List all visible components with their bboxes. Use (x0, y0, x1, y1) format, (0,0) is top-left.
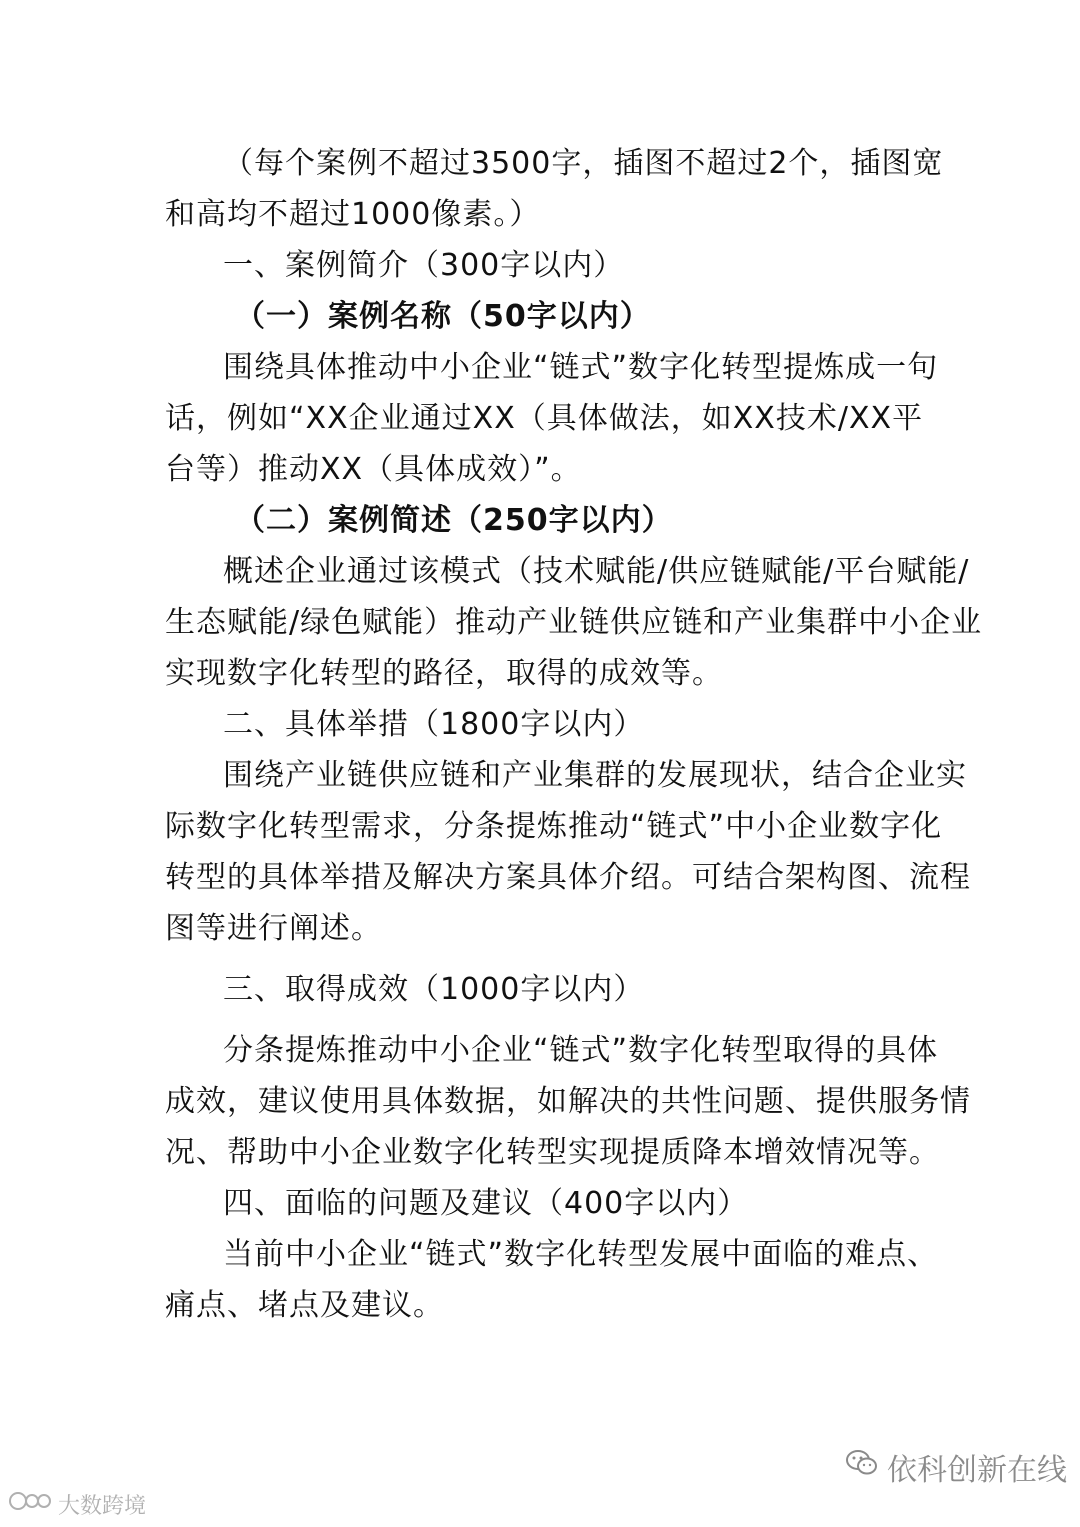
intro-line-1: （每个案例不超过3500字，插图不超过2个，插图宽 (223, 146, 944, 181)
source-watermark-text: 大数跨境 (58, 1493, 147, 1519)
section-heading-4: 四、面临的问题及建议（400字以内） (223, 1186, 749, 1221)
paragraph-3-line-4: 图等进行阐述。 (165, 911, 382, 946)
source-logo-icon (8, 1488, 52, 1520)
paragraph-3-line-3: 转型的具体举措及解决方案具体介绍。可结合架构图、流程 (165, 860, 971, 895)
paragraph-1-line-2: 话，例如“XX企业通过XX（具体做法，如XX技术/XX平 (165, 401, 924, 436)
paragraph-3-line-1: 围绕产业链供应链和产业集群的发展现状，结合企业实 (223, 758, 967, 793)
paragraph-2-line-2: 生态赋能/绿色赋能）推动产业链供应链和产业集群中小企业 (165, 605, 983, 640)
paragraph-1-line-3: 台等）推动XX（具体成效）”。 (165, 452, 582, 487)
wechat-watermark (845, 1445, 1067, 1489)
paragraph-4-line-1: 分条提炼推动中小企业“链式”数字化转型取得的具体 (223, 1033, 939, 1068)
intro-line-2: 和高均不超过1000像素。） (165, 197, 541, 232)
source-watermark (8, 1488, 146, 1520)
section-heading-2: 二、具体举措（1800字以内） (223, 707, 645, 742)
paragraph-4-line-2: 成效，建议使用具体数据，如解决的共性问题、提供服务情 (165, 1084, 971, 1119)
section-heading-3: 三、取得成效（1000字以内） (223, 972, 645, 1007)
paragraph-5-line-2: 痛点、堵点及建议。 (165, 1288, 444, 1323)
section-heading-1: 一、案例简介（300字以内） (223, 248, 625, 283)
paragraph-2-line-1: 概述企业通过该模式（技术赋能/供应链赋能/平台赋能/ (223, 554, 970, 589)
wechat-icon (845, 1448, 879, 1486)
paragraph-1-line-1: 围绕具体推动中小企业“链式”数字化转型提炼成一句 (223, 350, 939, 385)
paragraph-4-line-3: 况、帮助中小企业数字化转型实现提质降本增效情况等。 (165, 1135, 940, 1170)
subsection-heading-1-2: （二）案例简述（250字以内） (235, 503, 673, 538)
wechat-watermark-text: 依科创新在线 (887, 1453, 1067, 1488)
paragraph-2-line-3: 实现数字化转型的路径，取得的成效等。 (165, 656, 723, 691)
paragraph-3-line-2: 际数字化转型需求，分条提炼推动“链式”中小企业数字化 (165, 809, 943, 844)
paragraph-5-line-1: 当前中小企业“链式”数字化转型发展中面临的难点、 (223, 1237, 939, 1272)
subsection-heading-1-1: （一）案例名称（50字以内） (235, 299, 651, 334)
document-body (165, 138, 983, 1331)
